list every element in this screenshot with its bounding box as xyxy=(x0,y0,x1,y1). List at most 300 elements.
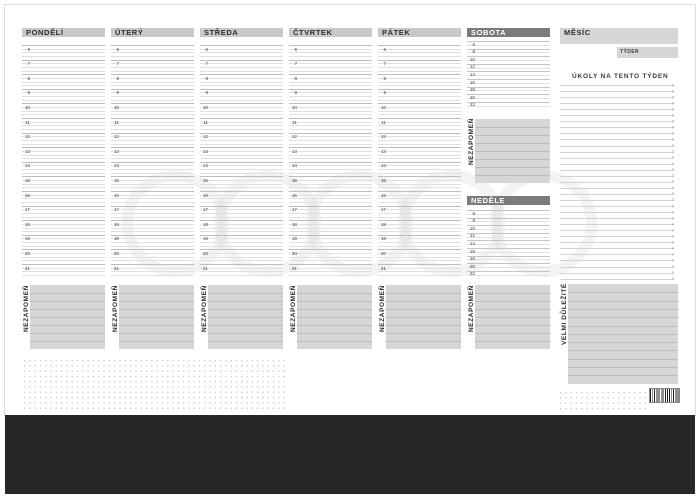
task-line xyxy=(560,267,674,268)
hour-line xyxy=(22,60,105,61)
hour-line xyxy=(200,202,283,203)
important-line xyxy=(568,309,678,310)
hour-line xyxy=(289,67,372,68)
reminder-line xyxy=(475,293,550,294)
hour-line xyxy=(22,89,105,90)
dot-grid-area xyxy=(22,358,285,413)
hour-line xyxy=(22,231,105,232)
hour-number: 15 xyxy=(291,177,297,183)
reminder-label: NEZAPOMEŇ xyxy=(379,285,386,332)
reminder-line xyxy=(386,341,461,342)
hour-line xyxy=(200,74,283,75)
task-marker: › xyxy=(672,221,674,228)
hour-line xyxy=(378,257,461,258)
weekend-hour-line xyxy=(467,52,550,53)
hour-line xyxy=(289,158,372,159)
hour-line xyxy=(22,111,105,112)
weekend-hour-line xyxy=(467,267,550,268)
hour-line xyxy=(289,75,372,81)
hour-line xyxy=(200,176,283,177)
task-marker: › xyxy=(672,100,674,107)
hour-line xyxy=(289,45,372,46)
reminder-line xyxy=(208,293,283,294)
hour-line xyxy=(289,96,372,97)
hour-line xyxy=(22,260,105,261)
hour-number: 6 xyxy=(205,46,208,52)
weekend-hour-line xyxy=(467,229,550,230)
hour-line xyxy=(378,271,461,272)
hour-number: 14 xyxy=(24,163,30,169)
reminder-line xyxy=(30,301,105,302)
hour-line xyxy=(200,52,283,53)
weekend-hour-line xyxy=(467,237,550,238)
reminder-line xyxy=(208,333,283,334)
task-line xyxy=(560,194,674,195)
hour-number: 20 xyxy=(380,250,386,256)
task-line xyxy=(560,97,674,98)
hour-line xyxy=(22,246,105,247)
hour-number: 21 xyxy=(380,265,386,271)
hour-line xyxy=(200,111,283,112)
hour-line xyxy=(289,103,372,104)
hour-line xyxy=(111,155,194,156)
hour-line xyxy=(200,231,283,232)
hour-line xyxy=(289,125,372,126)
hour-number: 19 xyxy=(24,236,30,242)
hour-line xyxy=(22,46,105,52)
hour-number: 11 xyxy=(203,119,208,125)
hour-line xyxy=(289,90,372,96)
hour-number: 16 xyxy=(380,192,386,198)
hour-line xyxy=(289,114,372,115)
important-line xyxy=(568,350,678,351)
hour-line xyxy=(378,249,461,250)
hour-line xyxy=(111,114,194,115)
weekend-hour-line xyxy=(467,45,550,46)
weekend-hour-number: 20 xyxy=(469,94,475,100)
hour-line xyxy=(22,202,105,203)
hour-line xyxy=(200,89,283,90)
hour-line xyxy=(289,246,372,247)
hour-line xyxy=(200,133,283,134)
hour-line xyxy=(111,140,194,141)
weekend-hour-line xyxy=(467,263,550,264)
hour-number: 7 xyxy=(27,61,30,67)
hour-line xyxy=(111,202,194,203)
hour-line xyxy=(111,220,194,221)
reminder-line xyxy=(30,341,105,342)
hour-line xyxy=(111,191,194,192)
task-line xyxy=(560,121,674,122)
hour-line xyxy=(200,213,283,214)
hour-line xyxy=(378,111,461,112)
hour-line xyxy=(200,162,283,163)
hour-line xyxy=(289,217,372,218)
hour-number: 20 xyxy=(291,250,297,256)
weekend-hour-line xyxy=(467,214,550,215)
hour-line xyxy=(22,85,105,86)
hour-number: 9 xyxy=(294,90,297,96)
hour-line xyxy=(289,220,372,221)
hour-line xyxy=(22,184,105,185)
hour-line xyxy=(22,82,105,83)
hour-line xyxy=(289,111,372,112)
weekend-hour-line xyxy=(467,240,550,241)
hour-line xyxy=(378,198,461,199)
hour-number: 10 xyxy=(291,104,297,110)
weekend-hour-line xyxy=(467,233,550,234)
hour-number: 14 xyxy=(380,163,386,169)
hour-line xyxy=(378,206,461,207)
hour-line xyxy=(22,176,105,177)
weekend-hour-line xyxy=(467,94,550,95)
hour-number: 21 xyxy=(291,265,297,271)
hour-line xyxy=(289,100,372,101)
task-line xyxy=(560,103,674,104)
task-line xyxy=(560,230,674,231)
hour-number: 16 xyxy=(291,192,297,198)
hour-line xyxy=(289,264,372,265)
weekend-hour-number: 8 xyxy=(472,218,475,224)
hour-number: 15 xyxy=(113,177,119,183)
hour-line xyxy=(378,213,461,214)
reminder-line xyxy=(475,317,550,318)
hour-number: 9 xyxy=(205,90,208,96)
weekend-hour-line xyxy=(467,49,550,50)
task-line xyxy=(560,133,674,134)
weekend-hour-line xyxy=(467,90,550,91)
hour-line xyxy=(111,271,194,272)
hour-number: 16 xyxy=(24,192,30,198)
reminder-line xyxy=(208,341,283,342)
weekend-hour-line xyxy=(467,106,550,107)
weekend-hour-line xyxy=(467,271,550,272)
task-marker: › xyxy=(672,136,674,143)
important-line xyxy=(568,342,678,343)
hour-number: 20 xyxy=(113,250,119,256)
hour-line xyxy=(22,198,105,199)
reminder-line xyxy=(208,301,283,302)
hour-line xyxy=(111,249,194,250)
weekend-hour-number: 20 xyxy=(469,263,475,269)
task-marker: › xyxy=(672,245,674,252)
hour-line xyxy=(289,202,372,203)
reminder-line xyxy=(475,333,550,334)
task-line xyxy=(560,152,674,153)
weekend-hour-number: 18 xyxy=(469,256,475,262)
weekend-hour-number: 6 xyxy=(472,210,475,216)
hour-number: 10 xyxy=(24,104,30,110)
hour-number: 14 xyxy=(202,163,208,169)
important-line xyxy=(568,326,678,327)
sunday-reminder-label: NEZAPOMEŇ xyxy=(468,285,475,332)
hour-line xyxy=(22,169,105,170)
hour-line xyxy=(22,275,105,276)
reminder-line xyxy=(208,317,283,318)
hour-line xyxy=(22,74,105,75)
hour-number: 6 xyxy=(294,46,297,52)
hour-number: 11 xyxy=(292,119,297,125)
task-marker: › xyxy=(672,149,674,156)
hour-line xyxy=(289,52,372,53)
hour-number: 7 xyxy=(116,61,119,67)
hour-line xyxy=(289,249,372,250)
hour-line xyxy=(200,90,283,96)
hour-line xyxy=(289,118,372,119)
task-line xyxy=(560,176,674,177)
task-line xyxy=(560,206,674,207)
reminder-line xyxy=(386,333,461,334)
hour-number: 7 xyxy=(205,61,208,67)
hour-line xyxy=(111,125,194,126)
hour-line xyxy=(378,191,461,192)
task-line xyxy=(560,164,674,165)
hour-number: 13 xyxy=(291,148,297,154)
weekend-hour-line xyxy=(467,75,550,76)
weekend-hour-line xyxy=(467,252,550,253)
hour-line xyxy=(378,45,461,46)
reminder-line xyxy=(475,301,550,302)
hour-number: 8 xyxy=(205,75,208,81)
reminder-line xyxy=(30,293,105,294)
hour-line xyxy=(111,184,194,185)
hour-line xyxy=(200,191,283,192)
hour-line xyxy=(378,275,461,276)
task-line xyxy=(560,254,674,255)
hour-line xyxy=(22,90,105,96)
reminder-line xyxy=(475,341,550,342)
task-marker: › xyxy=(672,118,674,125)
hour-number: 14 xyxy=(291,163,297,169)
hour-line xyxy=(111,89,194,90)
hour-line xyxy=(111,173,194,174)
hour-line xyxy=(378,220,461,221)
weekend-hour-line xyxy=(467,79,550,80)
hour-line xyxy=(22,155,105,156)
task-marker: › xyxy=(672,239,674,246)
hour-line xyxy=(378,114,461,115)
hour-line xyxy=(111,264,194,265)
weekend-hour-line xyxy=(467,41,550,42)
weekend-hour-number: 18 xyxy=(469,87,475,93)
task-line xyxy=(560,224,674,225)
hour-line xyxy=(111,158,194,159)
month-header: MĚSÍC xyxy=(560,28,678,44)
hour-line xyxy=(200,144,283,145)
hour-line xyxy=(22,206,105,207)
weekend-hour-number: 10 xyxy=(469,225,475,231)
task-line xyxy=(560,200,674,201)
hour-line xyxy=(378,75,461,81)
weekend-hour-line xyxy=(467,64,550,65)
hour-line xyxy=(200,75,283,81)
hour-line xyxy=(111,56,194,57)
reminder-line xyxy=(297,293,372,294)
hour-line xyxy=(22,71,105,72)
hour-line xyxy=(22,220,105,221)
hour-number: 21 xyxy=(113,265,119,271)
barcode xyxy=(649,388,680,403)
hour-number: 6 xyxy=(27,46,30,52)
reminder-line xyxy=(119,325,194,326)
hour-line xyxy=(200,198,283,199)
task-line xyxy=(560,188,674,189)
hour-line xyxy=(289,89,372,90)
weekend-hour-line xyxy=(467,275,550,276)
hour-line xyxy=(378,228,461,229)
task-marker: › xyxy=(672,82,674,89)
hour-line xyxy=(378,231,461,232)
weekend-hour-line xyxy=(467,256,550,257)
task-line xyxy=(560,279,674,280)
reminder-line xyxy=(297,333,372,334)
important-line xyxy=(568,359,678,360)
task-marker: › xyxy=(672,257,674,264)
hour-line xyxy=(289,173,372,174)
hour-line xyxy=(200,217,283,218)
hour-line xyxy=(111,206,194,207)
hour-line xyxy=(289,271,372,272)
hour-line xyxy=(22,187,105,188)
hour-line xyxy=(111,52,194,53)
hour-line xyxy=(378,147,461,148)
hour-line xyxy=(378,202,461,203)
day-header-3: ČTVRTEK xyxy=(289,28,372,37)
reminder-line xyxy=(119,333,194,334)
hour-line xyxy=(200,82,283,83)
hour-number: 6 xyxy=(116,46,119,52)
reminder-line xyxy=(297,309,372,310)
weekend-hour-number: 10 xyxy=(469,56,475,62)
hour-line xyxy=(378,169,461,170)
reminder-line xyxy=(386,309,461,310)
hour-line xyxy=(200,46,283,52)
hour-line xyxy=(111,257,194,258)
weekend-hour-line xyxy=(467,210,550,211)
task-marker: › xyxy=(672,124,674,131)
hour-line xyxy=(22,264,105,265)
saturday-header: SOBOTA xyxy=(467,28,550,37)
reminder-line xyxy=(119,293,194,294)
hour-line xyxy=(200,257,283,258)
weekend-hour-number: 12 xyxy=(469,64,475,70)
hour-line xyxy=(22,129,105,130)
task-line xyxy=(560,115,674,116)
day-header-4: PÁTEK xyxy=(378,28,461,37)
hour-line xyxy=(200,169,283,170)
reminder-line xyxy=(208,309,283,310)
weekend-hour-number: 16 xyxy=(469,248,475,254)
hour-line xyxy=(378,85,461,86)
reminder-line xyxy=(30,317,105,318)
hour-line xyxy=(200,140,283,141)
hour-line xyxy=(111,235,194,236)
hour-number: 20 xyxy=(24,250,30,256)
hour-number: 11 xyxy=(381,119,386,125)
reminder-line xyxy=(297,301,372,302)
task-line xyxy=(560,91,674,92)
hour-line xyxy=(200,228,283,229)
reminder-line xyxy=(297,317,372,318)
hour-line xyxy=(200,85,283,86)
hour-number: 15 xyxy=(380,177,386,183)
weekend-hour-number: 22 xyxy=(469,102,475,108)
task-marker: › xyxy=(672,233,674,240)
task-line xyxy=(560,212,674,213)
reminder-line xyxy=(208,325,283,326)
hour-line xyxy=(378,158,461,159)
hour-line xyxy=(111,162,194,163)
hour-line xyxy=(289,275,372,276)
hour-line xyxy=(200,96,283,97)
hour-line xyxy=(200,56,283,57)
hour-line xyxy=(22,67,105,68)
reminder-line xyxy=(119,301,194,302)
hour-line xyxy=(378,140,461,141)
task-line xyxy=(560,109,674,110)
hour-line xyxy=(200,125,283,126)
hour-number: 8 xyxy=(294,75,297,81)
hour-number: 7 xyxy=(383,61,386,67)
weekend-hour-line xyxy=(467,83,550,84)
hour-line xyxy=(289,61,372,67)
hour-line xyxy=(111,100,194,101)
task-marker: › xyxy=(672,161,674,168)
weekend-hour-line xyxy=(467,221,550,222)
hour-number: 9 xyxy=(27,90,30,96)
hour-line xyxy=(22,52,105,53)
hour-number: 8 xyxy=(27,75,30,81)
reminder-line xyxy=(475,151,550,152)
hour-line xyxy=(22,235,105,236)
hour-line xyxy=(200,249,283,250)
task-marker: › xyxy=(672,197,674,204)
hour-line xyxy=(289,213,372,214)
task-line xyxy=(560,182,674,183)
hour-line xyxy=(111,275,194,276)
hour-line xyxy=(22,118,105,119)
hour-line xyxy=(200,60,283,61)
hour-number: 19 xyxy=(202,236,208,242)
reminder-label: NEZAPOMEŇ xyxy=(112,285,119,332)
dark-footer-band xyxy=(5,415,695,494)
hour-line xyxy=(289,85,372,86)
hour-line xyxy=(378,144,461,145)
sunday-header: NEDĚLE xyxy=(467,196,550,205)
weekend-hour-number: 12 xyxy=(469,233,475,239)
hour-number: 15 xyxy=(24,177,30,183)
hour-line xyxy=(22,173,105,174)
reminder-line xyxy=(475,309,550,310)
weekend-hour-number: 8 xyxy=(472,49,475,55)
hour-line xyxy=(200,129,283,130)
hour-line xyxy=(200,184,283,185)
hour-line xyxy=(111,217,194,218)
hour-line xyxy=(22,125,105,126)
hour-line xyxy=(200,271,283,272)
task-line xyxy=(560,85,674,86)
hour-line xyxy=(111,75,194,81)
hour-line xyxy=(378,242,461,243)
reminder-line xyxy=(30,325,105,326)
hour-number: 13 xyxy=(202,148,208,154)
weekend-hour-number: 14 xyxy=(469,71,475,77)
reminder-line xyxy=(386,301,461,302)
hour-line xyxy=(200,206,283,207)
hour-line xyxy=(22,103,105,104)
reminder-line xyxy=(386,293,461,294)
hour-line xyxy=(200,71,283,72)
